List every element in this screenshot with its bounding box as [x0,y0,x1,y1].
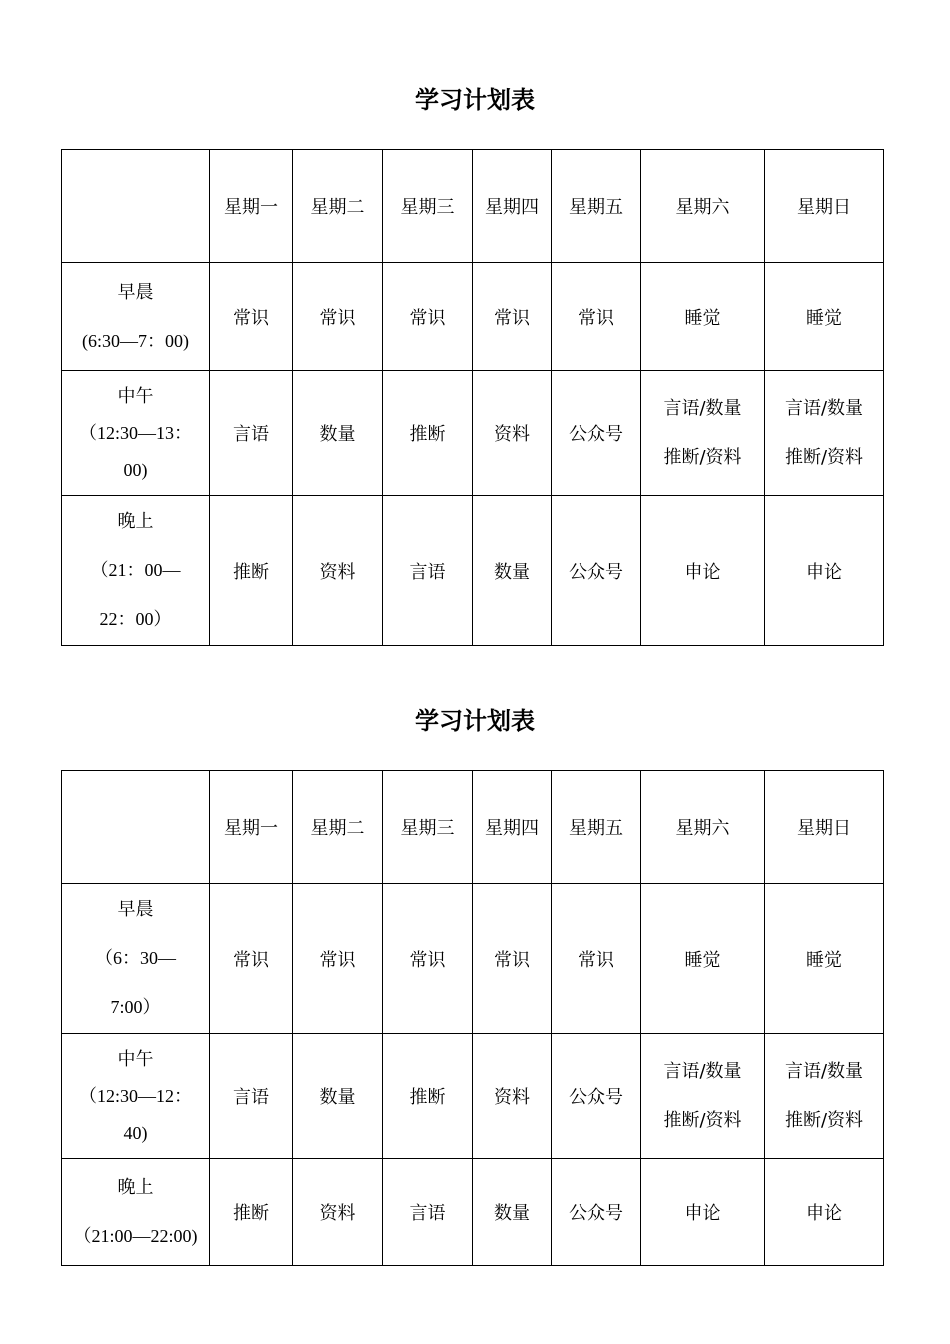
schedule-cell: 常识 [210,263,293,371]
schedule-cell: 数量 [293,371,383,496]
schedule-cell: 常识 [552,263,641,371]
subject-line: 推断/资料 [663,1110,742,1131]
subject-line: 推断/资料 [784,447,864,468]
schedule-cell: 公众号 [552,371,641,496]
schedule-cell: 申论 [641,1159,765,1266]
schedule-cell: 申论 [765,496,884,646]
schedule-cell: 言语 [210,1034,293,1159]
day-header: 星期日 [765,771,884,884]
schedule-cell: 资料 [293,496,383,646]
slot-name: 晚上 [117,1177,154,1198]
time-slot-label [62,263,210,371]
schedule-cell: 常识 [293,263,383,371]
schedule-cell: 常识 [473,884,552,1034]
subject-line: 推断/资料 [784,1110,864,1131]
subject-line: 言语/数量 [663,398,742,419]
schedule-cell: 公众号 [552,1034,641,1159]
slot-time: （6：30— [95,948,176,968]
time-slot-label [62,1159,210,1266]
day-header: 星期三 [383,771,473,884]
subject-line: 言语/数量 [784,1061,864,1082]
schedule-cell: 资料 [473,371,552,496]
schedule-cell: 常识 [210,884,293,1034]
schedule-cell: 睡觉 [641,884,765,1034]
schedule-cell: 推断 [383,1034,473,1159]
schedule-cell: 睡觉 [765,263,884,371]
evening-row [62,1159,884,1266]
slot-name: 早晨 [117,281,154,303]
day-header: 星期二 [293,771,383,884]
slot-time: 00) [123,459,148,480]
schedule-cell: 数量 [473,1159,552,1266]
subject-line: 言语/数量 [784,398,864,419]
time-slot-label [62,884,210,1034]
slot-name: 中午 [117,1048,154,1070]
day-header: 星期四 [473,150,552,263]
time-slot-label [62,496,210,646]
slot-time: 7:00） [110,997,161,1017]
schedule-cell: 资料 [473,1034,552,1159]
schedule-cell: 推断 [210,496,293,646]
study-plan-table-1 [61,149,884,646]
slot-time: （12:30—12： [78,1085,192,1106]
schedule-cell: 言语 [383,1159,473,1266]
schedule-cell: 常识 [383,263,473,371]
header-row [62,771,884,884]
slot-time: （21：00— [90,560,181,580]
noon-row [62,1034,884,1159]
morning-row [62,884,884,1034]
schedule-cell: 资料 [293,1159,383,1266]
study-plan-table-2 [61,770,884,1266]
subject-line: 言语/数量 [663,1061,742,1082]
slot-name: 早晨 [117,899,154,920]
morning-row [62,263,884,371]
corner-cell [62,150,210,263]
schedule-cell: 常识 [293,884,383,1034]
page-title-2: 学习计划表 [415,707,535,735]
corner-cell [62,771,210,884]
slot-name: 中午 [117,385,154,407]
schedule-cell [765,1034,884,1159]
schedule-cell: 常识 [552,884,641,1034]
day-header: 星期六 [641,150,765,263]
slot-time: （12:30—13： [78,422,192,443]
schedule-cell: 常识 [383,884,473,1034]
day-header: 星期五 [552,150,641,263]
day-header: 星期日 [765,150,884,263]
schedule-cell: 数量 [293,1034,383,1159]
noon-row [62,371,884,496]
day-header: 星期三 [383,150,473,263]
day-header: 星期五 [552,771,641,884]
header-row [62,150,884,263]
day-header: 星期四 [473,771,552,884]
schedule-cell: 常识 [473,263,552,371]
day-header: 星期六 [641,771,765,884]
schedule-cell: 推断 [383,371,473,496]
schedule-cell: 公众号 [552,496,641,646]
schedule-cell: 言语 [210,371,293,496]
subject-line: 推断/资料 [663,447,742,468]
schedule-cell: 言语 [383,496,473,646]
page-title-1: 学习计划表 [415,86,535,114]
day-header: 星期二 [293,150,383,263]
day-header: 星期一 [210,771,293,884]
slot-time: 40) [123,1122,148,1143]
time-slot-label [62,371,210,496]
schedule-cell: 推断 [210,1159,293,1266]
schedule-cell: 睡觉 [641,263,765,371]
schedule-cell [765,371,884,496]
slot-time: （21:00—22:00) [73,1226,198,1246]
schedule-cell: 申论 [641,496,765,646]
slot-time: 22：00） [99,609,172,629]
evening-row [62,496,884,646]
schedule-cell: 睡觉 [765,884,884,1034]
schedule-cell: 公众号 [552,1159,641,1266]
schedule-cell [641,1034,765,1159]
schedule-cell: 数量 [473,496,552,646]
slot-time: (6:30—7：00) [82,330,189,351]
schedule-cell: 申论 [765,1159,884,1266]
slot-name: 晚上 [117,511,154,532]
schedule-cell [641,371,765,496]
day-header: 星期一 [210,150,293,263]
time-slot-label [62,1034,210,1159]
